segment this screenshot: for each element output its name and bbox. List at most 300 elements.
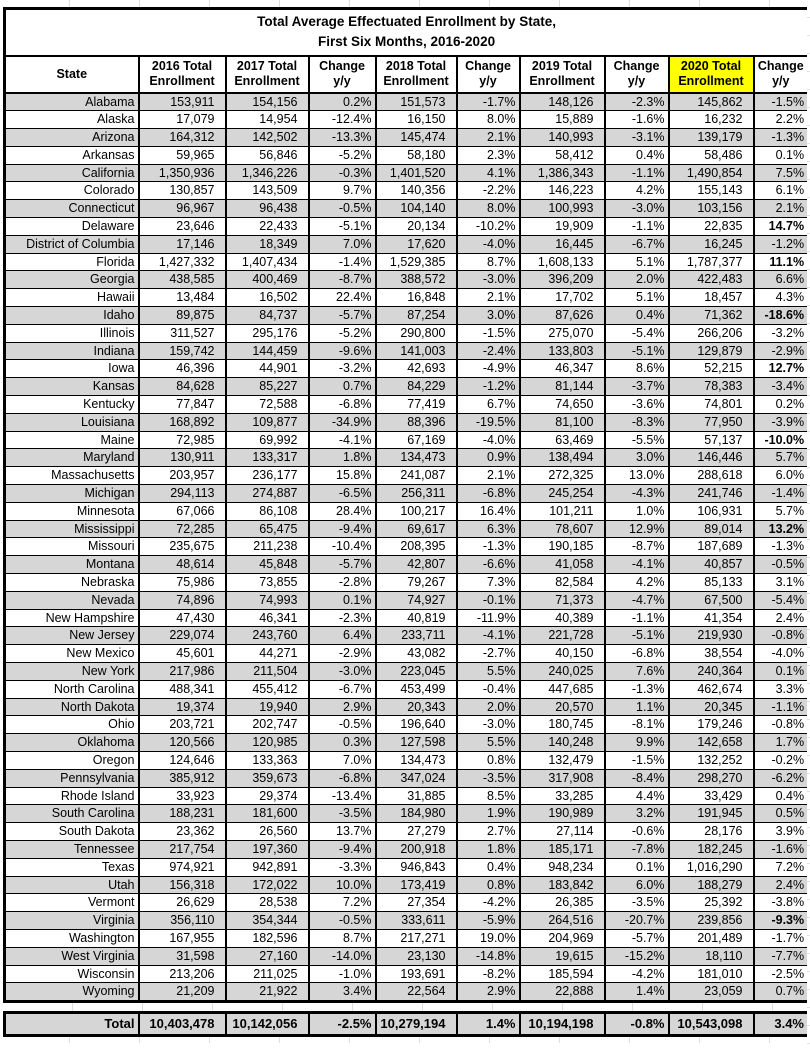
change-2019-cell[interactable]: -5.1% — [605, 342, 669, 360]
state-cell[interactable]: South Dakota — [5, 823, 139, 841]
enrollment-2017-cell[interactable]: 26,560 — [226, 823, 309, 841]
enrollment-2017-cell[interactable]: 400,469 — [226, 271, 309, 289]
state-cell[interactable]: Tennessee — [5, 840, 139, 858]
enrollment-2016-cell[interactable]: 164,312 — [139, 129, 226, 147]
change-2020-cell[interactable]: 0.2% — [754, 396, 809, 414]
change-2018-cell[interactable]: -4.1% — [457, 627, 520, 645]
change-2017-cell[interactable]: -9.4% — [309, 840, 376, 858]
state-cell[interactable]: Idaho — [5, 307, 139, 325]
change-2017-cell[interactable]: 9.7% — [309, 182, 376, 200]
change-2018-cell[interactable]: 5.5% — [457, 663, 520, 681]
change-2019-cell[interactable]: 5.1% — [605, 253, 669, 271]
enrollment-2020-cell[interactable]: 181,010 — [669, 965, 754, 983]
enrollment-2018-cell[interactable]: 134,473 — [376, 449, 457, 467]
state-cell[interactable]: Indiana — [5, 342, 139, 360]
change-2017-cell[interactable]: -13.3% — [309, 129, 376, 147]
enrollment-2018-cell[interactable]: 145,474 — [376, 129, 457, 147]
change-2018-cell[interactable]: 4.1% — [457, 164, 520, 182]
enrollment-2020-cell[interactable]: 89,014 — [669, 520, 754, 538]
enrollment-2018-cell[interactable]: 946,843 — [376, 858, 457, 876]
enrollment-2018-cell[interactable]: 104,140 — [376, 200, 457, 218]
state-cell[interactable]: North Dakota — [5, 698, 139, 716]
change-2018-cell[interactable]: 8.5% — [457, 787, 520, 805]
enrollment-2017-cell[interactable]: 22,433 — [226, 218, 309, 236]
state-cell[interactable]: Iowa — [5, 360, 139, 378]
change-2019-cell[interactable]: -3.7% — [605, 378, 669, 396]
enrollment-2018-cell[interactable]: 74,927 — [376, 591, 457, 609]
enrollment-2016-cell[interactable]: 26,629 — [139, 894, 226, 912]
enrollment-2019-cell[interactable]: 133,803 — [520, 342, 605, 360]
enrollment-2019-cell[interactable]: 185,594 — [520, 965, 605, 983]
change-2019-cell[interactable]: -6.8% — [605, 645, 669, 663]
change-2018-cell[interactable]: 5.5% — [457, 734, 520, 752]
change-2020-cell[interactable]: -10.0% — [754, 431, 809, 449]
state-cell[interactable]: Alabama — [5, 93, 139, 111]
enrollment-2016-cell[interactable]: 235,675 — [139, 538, 226, 556]
enrollment-2020-cell[interactable]: 40,857 — [669, 556, 754, 574]
enrollment-2018-cell[interactable]: 20,343 — [376, 698, 457, 716]
change-2020-cell[interactable]: -9.3% — [754, 912, 809, 930]
enrollment-2016-cell[interactable]: 45,601 — [139, 645, 226, 663]
change-2017-cell[interactable]: -34.9% — [309, 413, 376, 431]
change-2020-cell[interactable]: -1.3% — [754, 538, 809, 556]
change-2017-cell[interactable]: -3.0% — [309, 663, 376, 681]
change-2019-cell[interactable]: 4.4% — [605, 787, 669, 805]
change-2017-cell[interactable]: -3.5% — [309, 805, 376, 823]
enrollment-2019-cell[interactable]: 396,209 — [520, 271, 605, 289]
change-2019-cell[interactable]: -8.4% — [605, 769, 669, 787]
enrollment-2016-cell[interactable]: 120,566 — [139, 734, 226, 752]
change-2017-cell[interactable]: 7.2% — [309, 894, 376, 912]
enrollment-2020-cell[interactable]: 298,270 — [669, 769, 754, 787]
change-2020-cell[interactable]: 0.7% — [754, 983, 809, 1002]
enrollment-2020-cell[interactable]: 219,930 — [669, 627, 754, 645]
enrollment-2020-cell[interactable]: 22,835 — [669, 218, 754, 236]
enrollment-2019-cell[interactable]: 138,494 — [520, 449, 605, 467]
change-2017-cell[interactable]: -13.4% — [309, 787, 376, 805]
change-2020-cell[interactable]: -1.6% — [754, 840, 809, 858]
enrollment-2018-cell[interactable]: 40,819 — [376, 609, 457, 627]
enrollment-2020-cell[interactable]: 155,143 — [669, 182, 754, 200]
change-2019-cell[interactable]: -7.8% — [605, 840, 669, 858]
enrollment-2017-cell[interactable]: 109,877 — [226, 413, 309, 431]
enrollment-2016-cell[interactable]: 156,318 — [139, 876, 226, 894]
change-2017-cell[interactable]: 6.4% — [309, 627, 376, 645]
enrollment-2020-cell[interactable]: 58,486 — [669, 146, 754, 164]
enrollment-2016-cell[interactable]: 23,362 — [139, 823, 226, 841]
change-2017-cell[interactable]: 3.4% — [309, 983, 376, 1002]
state-cell[interactable]: Louisiana — [5, 413, 139, 431]
change-2018-cell[interactable]: -1.2% — [457, 378, 520, 396]
change-2019-cell[interactable]: 4.2% — [605, 574, 669, 592]
change-2020-cell[interactable]: -2.5% — [754, 965, 809, 983]
change-2017-cell[interactable]: -5.2% — [309, 146, 376, 164]
change-2019-cell[interactable]: -1.1% — [605, 218, 669, 236]
change-2018-cell[interactable]: 19.0% — [457, 929, 520, 947]
change-2020-cell[interactable]: -1.7% — [754, 929, 809, 947]
enrollment-2020-cell[interactable]: 1,787,377 — [669, 253, 754, 271]
change-2018-cell[interactable]: -1.5% — [457, 324, 520, 342]
state-cell[interactable]: North Carolina — [5, 680, 139, 698]
enrollment-2016-cell[interactable]: 168,892 — [139, 413, 226, 431]
enrollment-2017-cell[interactable]: 46,341 — [226, 609, 309, 627]
enrollment-2019-cell[interactable]: 87,626 — [520, 307, 605, 325]
enrollment-2016-cell[interactable]: 213,206 — [139, 965, 226, 983]
enrollment-2019-cell[interactable]: 140,993 — [520, 129, 605, 147]
change-2018-cell[interactable]: -8.2% — [457, 965, 520, 983]
change-2019-cell[interactable]: 1.4% — [605, 983, 669, 1002]
state-cell[interactable]: Oklahoma — [5, 734, 139, 752]
enrollment-2020-cell[interactable]: 239,856 — [669, 912, 754, 930]
enrollment-2019-cell[interactable]: 74,650 — [520, 396, 605, 414]
enrollment-2019-cell[interactable]: 58,412 — [520, 146, 605, 164]
state-cell[interactable]: Virginia — [5, 912, 139, 930]
change-2017-cell[interactable]: -0.5% — [309, 912, 376, 930]
change-2019-cell[interactable]: -5.4% — [605, 324, 669, 342]
change-2018-cell[interactable]: 3.0% — [457, 307, 520, 325]
enrollment-2019-cell[interactable]: 317,908 — [520, 769, 605, 787]
enrollment-2017-cell[interactable]: 84,737 — [226, 307, 309, 325]
enrollment-2017-cell[interactable]: 18,349 — [226, 235, 309, 253]
change-2017-cell[interactable]: -5.7% — [309, 556, 376, 574]
change-2019-cell[interactable]: -6.7% — [605, 235, 669, 253]
change-2019-cell[interactable]: -1.3% — [605, 680, 669, 698]
column-header-2019-total[interactable]: 2019 Total Enrollment — [520, 56, 605, 93]
change-2018-cell[interactable]: -11.9% — [457, 609, 520, 627]
enrollment-2020-cell[interactable]: 139,179 — [669, 129, 754, 147]
enrollment-2019-cell[interactable]: 17,702 — [520, 289, 605, 307]
state-cell[interactable]: Wisconsin — [5, 965, 139, 983]
state-cell[interactable]: Alaska — [5, 111, 139, 129]
state-cell[interactable]: New Jersey — [5, 627, 139, 645]
enrollment-2017-cell[interactable]: 142,502 — [226, 129, 309, 147]
state-cell[interactable]: Washington — [5, 929, 139, 947]
enrollment-2016-cell[interactable]: 167,955 — [139, 929, 226, 947]
state-cell[interactable]: Rhode Island — [5, 787, 139, 805]
enrollment-2016-cell[interactable]: 1,350,936 — [139, 164, 226, 182]
enrollment-2019-cell[interactable]: 272,325 — [520, 467, 605, 485]
enrollment-2016-cell[interactable]: 67,066 — [139, 502, 226, 520]
change-2020-cell[interactable]: -0.2% — [754, 751, 809, 769]
enrollment-2020-cell[interactable]: 132,252 — [669, 751, 754, 769]
enrollment-2020-cell[interactable]: 25,392 — [669, 894, 754, 912]
enrollment-2018-cell[interactable]: 333,611 — [376, 912, 457, 930]
total-enrollment-2018-cell[interactable]: 10,279,194 — [376, 1013, 457, 1036]
change-2020-cell[interactable]: 6.1% — [754, 182, 809, 200]
enrollment-2019-cell[interactable]: 71,373 — [520, 591, 605, 609]
enrollment-2017-cell[interactable]: 274,887 — [226, 485, 309, 503]
enrollment-2019-cell[interactable]: 148,126 — [520, 93, 605, 111]
change-2019-cell[interactable]: 8.6% — [605, 360, 669, 378]
change-2018-cell[interactable]: -3.5% — [457, 769, 520, 787]
column-header-change-2020[interactable]: Change y/y — [754, 56, 809, 93]
enrollment-2016-cell[interactable]: 46,396 — [139, 360, 226, 378]
enrollment-2017-cell[interactable]: 354,344 — [226, 912, 309, 930]
change-2019-cell[interactable]: 4.2% — [605, 182, 669, 200]
enrollment-2018-cell[interactable]: 79,267 — [376, 574, 457, 592]
change-2018-cell[interactable]: -2.4% — [457, 342, 520, 360]
change-2017-cell[interactable]: -3.3% — [309, 858, 376, 876]
total-change-2018-cell[interactable]: 1.4% — [457, 1013, 520, 1036]
enrollment-2018-cell[interactable]: 27,279 — [376, 823, 457, 841]
enrollment-2018-cell[interactable]: 43,082 — [376, 645, 457, 663]
change-2020-cell[interactable]: -4.0% — [754, 645, 809, 663]
enrollment-2018-cell[interactable]: 16,150 — [376, 111, 457, 129]
change-2017-cell[interactable]: -9.6% — [309, 342, 376, 360]
change-2019-cell[interactable]: -3.0% — [605, 200, 669, 218]
change-2020-cell[interactable]: 14.7% — [754, 218, 809, 236]
enrollment-2020-cell[interactable]: 288,618 — [669, 467, 754, 485]
enrollment-2017-cell[interactable]: 29,374 — [226, 787, 309, 805]
enrollment-2017-cell[interactable]: 143,509 — [226, 182, 309, 200]
change-2019-cell[interactable]: -1.1% — [605, 609, 669, 627]
change-2020-cell[interactable]: -0.8% — [754, 627, 809, 645]
enrollment-2017-cell[interactable]: 455,412 — [226, 680, 309, 698]
change-2017-cell[interactable]: -8.7% — [309, 271, 376, 289]
enrollment-2016-cell[interactable]: 47,430 — [139, 609, 226, 627]
enrollment-2019-cell[interactable]: 204,969 — [520, 929, 605, 947]
enrollment-2017-cell[interactable]: 28,538 — [226, 894, 309, 912]
enrollment-2020-cell[interactable]: 85,133 — [669, 574, 754, 592]
enrollment-2016-cell[interactable]: 974,921 — [139, 858, 226, 876]
state-cell[interactable]: Missouri — [5, 538, 139, 556]
enrollment-2020-cell[interactable]: 191,945 — [669, 805, 754, 823]
change-2018-cell[interactable]: -0.1% — [457, 591, 520, 609]
enrollment-2020-cell[interactable]: 1,016,290 — [669, 858, 754, 876]
state-cell[interactable]: Mississippi — [5, 520, 139, 538]
enrollment-2017-cell[interactable]: 56,846 — [226, 146, 309, 164]
enrollment-2018-cell[interactable]: 223,045 — [376, 663, 457, 681]
enrollment-2020-cell[interactable]: 201,489 — [669, 929, 754, 947]
enrollment-2020-cell[interactable]: 18,110 — [669, 947, 754, 965]
change-2018-cell[interactable]: 0.9% — [457, 449, 520, 467]
enrollment-2018-cell[interactable]: 241,087 — [376, 467, 457, 485]
enrollment-2020-cell[interactable]: 23,059 — [669, 983, 754, 1002]
enrollment-2017-cell[interactable]: 202,747 — [226, 716, 309, 734]
state-cell[interactable]: Montana — [5, 556, 139, 574]
state-cell[interactable]: Delaware — [5, 218, 139, 236]
state-cell[interactable]: Hawaii — [5, 289, 139, 307]
enrollment-2018-cell[interactable]: 256,311 — [376, 485, 457, 503]
change-2020-cell[interactable]: 0.4% — [754, 787, 809, 805]
change-2018-cell[interactable]: -4.0% — [457, 235, 520, 253]
change-2020-cell[interactable]: -1.5% — [754, 93, 809, 111]
change-2018-cell[interactable]: -1.7% — [457, 93, 520, 111]
enrollment-2019-cell[interactable]: 63,469 — [520, 431, 605, 449]
enrollment-2017-cell[interactable]: 1,346,226 — [226, 164, 309, 182]
change-2018-cell[interactable]: 0.4% — [457, 858, 520, 876]
column-header-2018-total[interactable]: 2018 Total Enrollment — [376, 56, 457, 93]
change-2020-cell[interactable]: 0.1% — [754, 146, 809, 164]
enrollment-2018-cell[interactable]: 87,254 — [376, 307, 457, 325]
change-2017-cell[interactable]: -12.4% — [309, 111, 376, 129]
enrollment-2016-cell[interactable]: 31,598 — [139, 947, 226, 965]
change-2018-cell[interactable]: 16.4% — [457, 502, 520, 520]
enrollment-2017-cell[interactable]: 133,363 — [226, 751, 309, 769]
enrollment-2019-cell[interactable]: 19,615 — [520, 947, 605, 965]
enrollment-2016-cell[interactable]: 75,986 — [139, 574, 226, 592]
enrollment-2019-cell[interactable]: 221,728 — [520, 627, 605, 645]
total-enrollment-2019-cell[interactable]: 10,194,198 — [520, 1013, 605, 1036]
enrollment-2017-cell[interactable]: 73,855 — [226, 574, 309, 592]
change-2019-cell[interactable]: -5.1% — [605, 627, 669, 645]
enrollment-2017-cell[interactable]: 197,360 — [226, 840, 309, 858]
enrollment-2019-cell[interactable]: 132,479 — [520, 751, 605, 769]
enrollment-2019-cell[interactable]: 1,386,343 — [520, 164, 605, 182]
change-2018-cell[interactable]: -10.2% — [457, 218, 520, 236]
change-2017-cell[interactable]: 10.0% — [309, 876, 376, 894]
change-2020-cell[interactable]: 6.6% — [754, 271, 809, 289]
change-2019-cell[interactable]: -1.1% — [605, 164, 669, 182]
enrollment-2017-cell[interactable]: 27,160 — [226, 947, 309, 965]
change-2017-cell[interactable]: 8.7% — [309, 929, 376, 947]
change-2020-cell[interactable]: 1.7% — [754, 734, 809, 752]
enrollment-2017-cell[interactable]: 182,596 — [226, 929, 309, 947]
enrollment-2018-cell[interactable]: 151,573 — [376, 93, 457, 111]
enrollment-2016-cell[interactable]: 159,742 — [139, 342, 226, 360]
change-2020-cell[interactable]: 3.1% — [754, 574, 809, 592]
enrollment-2018-cell[interactable]: 388,572 — [376, 271, 457, 289]
change-2017-cell[interactable]: -6.8% — [309, 769, 376, 787]
change-2018-cell[interactable]: -1.3% — [457, 538, 520, 556]
change-2018-cell[interactable]: 0.8% — [457, 876, 520, 894]
enrollment-2019-cell[interactable]: 185,171 — [520, 840, 605, 858]
state-cell[interactable]: Nebraska — [5, 574, 139, 592]
enrollment-2018-cell[interactable]: 67,169 — [376, 431, 457, 449]
change-2017-cell[interactable]: -9.4% — [309, 520, 376, 538]
enrollment-2019-cell[interactable]: 275,070 — [520, 324, 605, 342]
enrollment-2019-cell[interactable]: 40,389 — [520, 609, 605, 627]
enrollment-2019-cell[interactable]: 140,248 — [520, 734, 605, 752]
state-cell[interactable]: Massachusetts — [5, 467, 139, 485]
change-2019-cell[interactable]: 12.9% — [605, 520, 669, 538]
change-2019-cell[interactable]: -5.5% — [605, 431, 669, 449]
enrollment-2018-cell[interactable]: 88,396 — [376, 413, 457, 431]
change-2020-cell[interactable]: -1.2% — [754, 235, 809, 253]
enrollment-2016-cell[interactable]: 21,209 — [139, 983, 226, 1002]
state-cell[interactable]: Maryland — [5, 449, 139, 467]
enrollment-2018-cell[interactable]: 184,980 — [376, 805, 457, 823]
enrollment-2019-cell[interactable]: 33,285 — [520, 787, 605, 805]
change-2019-cell[interactable]: 5.1% — [605, 289, 669, 307]
change-2019-cell[interactable]: 1.1% — [605, 698, 669, 716]
column-header-2020-total-highlighted[interactable]: 2020 Total Enrollment — [669, 56, 754, 93]
change-2017-cell[interactable]: -2.3% — [309, 609, 376, 627]
change-2018-cell[interactable]: 8.0% — [457, 200, 520, 218]
enrollment-2016-cell[interactable]: 13,484 — [139, 289, 226, 307]
enrollment-2017-cell[interactable]: 44,901 — [226, 360, 309, 378]
enrollment-2016-cell[interactable]: 96,967 — [139, 200, 226, 218]
change-2020-cell[interactable]: 3.9% — [754, 823, 809, 841]
enrollment-2020-cell[interactable]: 57,137 — [669, 431, 754, 449]
enrollment-2020-cell[interactable]: 462,674 — [669, 680, 754, 698]
enrollment-2020-cell[interactable]: 182,245 — [669, 840, 754, 858]
state-cell[interactable]: District of Columbia — [5, 235, 139, 253]
change-2020-cell[interactable]: -0.5% — [754, 556, 809, 574]
change-2020-cell[interactable]: -1.3% — [754, 129, 809, 147]
enrollment-2019-cell[interactable]: 180,745 — [520, 716, 605, 734]
state-cell[interactable]: Texas — [5, 858, 139, 876]
enrollment-2020-cell[interactable]: 33,429 — [669, 787, 754, 805]
change-2019-cell[interactable]: -5.7% — [605, 929, 669, 947]
change-2020-cell[interactable]: -5.4% — [754, 591, 809, 609]
enrollment-2018-cell[interactable]: 140,356 — [376, 182, 457, 200]
enrollment-2020-cell[interactable]: 241,746 — [669, 485, 754, 503]
enrollment-2016-cell[interactable]: 153,911 — [139, 93, 226, 111]
change-2017-cell[interactable]: 1.8% — [309, 449, 376, 467]
total-label-cell[interactable]: Total — [5, 1013, 139, 1036]
state-cell[interactable]: Arkansas — [5, 146, 139, 164]
change-2018-cell[interactable]: -4.0% — [457, 431, 520, 449]
enrollment-2017-cell[interactable]: 359,673 — [226, 769, 309, 787]
change-2017-cell[interactable]: 2.9% — [309, 698, 376, 716]
change-2019-cell[interactable]: -2.3% — [605, 93, 669, 111]
enrollment-2016-cell[interactable]: 84,628 — [139, 378, 226, 396]
enrollment-2018-cell[interactable]: 23,130 — [376, 947, 457, 965]
enrollment-2016-cell[interactable]: 438,585 — [139, 271, 226, 289]
change-2018-cell[interactable]: -19.5% — [457, 413, 520, 431]
enrollment-2016-cell[interactable]: 356,110 — [139, 912, 226, 930]
enrollment-2016-cell[interactable]: 311,527 — [139, 324, 226, 342]
state-cell[interactable]: Illinois — [5, 324, 139, 342]
enrollment-2020-cell[interactable]: 71,362 — [669, 307, 754, 325]
change-2017-cell[interactable]: -1.0% — [309, 965, 376, 983]
enrollment-2017-cell[interactable]: 172,022 — [226, 876, 309, 894]
enrollment-2018-cell[interactable]: 58,180 — [376, 146, 457, 164]
enrollment-2017-cell[interactable]: 16,502 — [226, 289, 309, 307]
enrollment-2018-cell[interactable]: 173,419 — [376, 876, 457, 894]
change-2018-cell[interactable]: 6.7% — [457, 396, 520, 414]
change-2019-cell[interactable]: -1.5% — [605, 751, 669, 769]
enrollment-2019-cell[interactable]: 20,570 — [520, 698, 605, 716]
change-2019-cell[interactable]: 0.1% — [605, 858, 669, 876]
enrollment-2018-cell[interactable]: 31,885 — [376, 787, 457, 805]
change-2018-cell[interactable]: 0.8% — [457, 751, 520, 769]
column-header-2016-total[interactable]: 2016 Total Enrollment — [139, 56, 226, 93]
change-2017-cell[interactable]: -2.8% — [309, 574, 376, 592]
change-2019-cell[interactable]: -3.1% — [605, 129, 669, 147]
enrollment-2019-cell[interactable]: 81,144 — [520, 378, 605, 396]
enrollment-2020-cell[interactable]: 188,279 — [669, 876, 754, 894]
state-cell[interactable]: Arizona — [5, 129, 139, 147]
enrollment-2019-cell[interactable]: 146,223 — [520, 182, 605, 200]
enrollment-2016-cell[interactable]: 74,896 — [139, 591, 226, 609]
enrollment-2017-cell[interactable]: 154,156 — [226, 93, 309, 111]
total-change-2017-cell[interactable]: -2.5% — [309, 1013, 376, 1036]
enrollment-2016-cell[interactable]: 33,923 — [139, 787, 226, 805]
change-2019-cell[interactable]: 0.4% — [605, 146, 669, 164]
enrollment-2018-cell[interactable]: 22,564 — [376, 983, 457, 1002]
enrollment-2020-cell[interactable]: 266,206 — [669, 324, 754, 342]
change-2020-cell[interactable]: -3.4% — [754, 378, 809, 396]
enrollment-2018-cell[interactable]: 1,529,385 — [376, 253, 457, 271]
state-cell[interactable]: Florida — [5, 253, 139, 271]
change-2017-cell[interactable]: -5.2% — [309, 324, 376, 342]
change-2017-cell[interactable]: -6.8% — [309, 396, 376, 414]
enrollment-2018-cell[interactable]: 42,807 — [376, 556, 457, 574]
enrollment-2018-cell[interactable]: 200,918 — [376, 840, 457, 858]
change-2020-cell[interactable]: 3.3% — [754, 680, 809, 698]
enrollment-2017-cell[interactable]: 120,985 — [226, 734, 309, 752]
enrollment-2018-cell[interactable]: 42,693 — [376, 360, 457, 378]
state-cell[interactable]: Connecticut — [5, 200, 139, 218]
change-2020-cell[interactable]: 7.2% — [754, 858, 809, 876]
change-2019-cell[interactable]: -1.6% — [605, 111, 669, 129]
state-cell[interactable]: Oregon — [5, 751, 139, 769]
enrollment-2017-cell[interactable]: 243,760 — [226, 627, 309, 645]
enrollment-2017-cell[interactable]: 211,025 — [226, 965, 309, 983]
enrollment-2018-cell[interactable]: 127,598 — [376, 734, 457, 752]
